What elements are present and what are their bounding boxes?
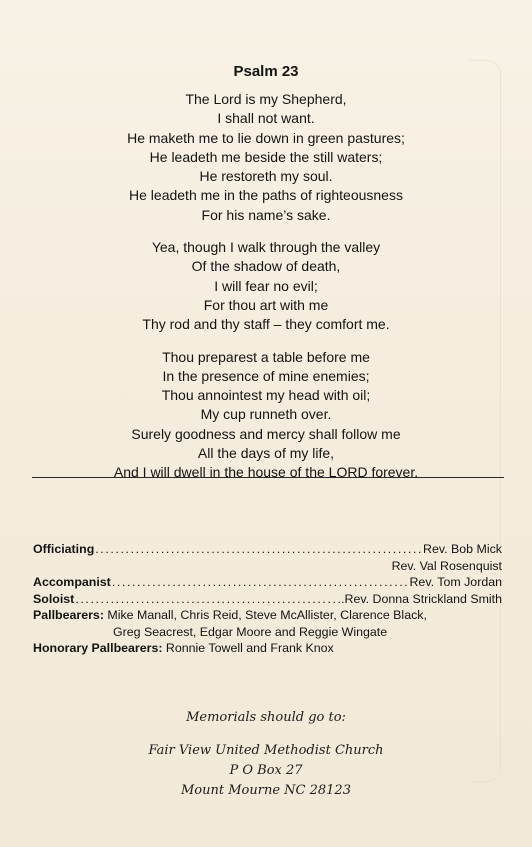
psalm-line: All the days of my life, bbox=[197, 445, 335, 462]
psalm-stanza-2 bbox=[0, 238, 532, 334]
accompanist-label: Accompanist bbox=[33, 575, 111, 589]
honorary-pallbearers-row bbox=[33, 640, 502, 657]
psalm-line: My cup runneth over. bbox=[200, 406, 332, 423]
psalm-line: Of the shadow of death, bbox=[191, 258, 341, 275]
pallbearers-names: Mike Manall, Chris Reid, Steve McAllister, Clarence Black, bbox=[107, 608, 427, 622]
psalm-line: He leadeth me in the paths of righteousness bbox=[129, 187, 403, 204]
psalm-line: I will fear no evil; bbox=[214, 277, 318, 294]
church-name: Fair View United Methodist Church bbox=[148, 743, 384, 758]
pallbearers-row-2 bbox=[33, 624, 502, 641]
psalm-section bbox=[0, 62, 532, 496]
psalm-line: Yea, though I walk through the valley bbox=[151, 239, 381, 256]
psalm-title: Psalm 23 bbox=[233, 63, 299, 80]
honorary-pallbearers-label: Honorary Pallbearers: bbox=[33, 641, 163, 655]
officiating-row-2 bbox=[33, 558, 502, 575]
officiating-name: Rev. Bob Mick bbox=[423, 542, 502, 556]
service-participants bbox=[33, 541, 502, 657]
po-box: P O Box 27 bbox=[229, 763, 303, 778]
section-divider bbox=[32, 477, 504, 478]
psalm-line: Thou preparest a table before me bbox=[162, 348, 370, 365]
psalm-line: He maketh me to lie down in green pastures; bbox=[127, 129, 405, 146]
psalm-line: Thou annointest my head with oil; bbox=[161, 387, 371, 404]
city-line: Mount Mourne NC 28123 bbox=[181, 783, 351, 798]
psalm-line: Thy rod and thy staff – they comfort me. bbox=[142, 316, 390, 333]
psalm-stanza-1 bbox=[0, 90, 532, 225]
soloist-row bbox=[33, 591, 502, 608]
psalm-line: For his name’s sake. bbox=[201, 206, 331, 223]
dot-leader bbox=[95, 541, 422, 558]
psalm-line: He restoreth my soul. bbox=[199, 168, 333, 185]
officiating-name: Rev. Val Rosenquist bbox=[391, 558, 502, 573]
dot-leader bbox=[75, 591, 340, 608]
pallbearers-row bbox=[33, 607, 502, 624]
psalm-line: The Lord is my Shepherd, bbox=[185, 91, 347, 107]
psalm-line: I shall not want. bbox=[217, 110, 315, 127]
officiating-label: Officiating bbox=[33, 542, 95, 556]
psalm-line: And I will dwell in the house of the LORD forever. bbox=[113, 464, 419, 481]
psalm-line: In the presence of mine enemies; bbox=[162, 367, 370, 384]
dot-leader bbox=[112, 574, 409, 591]
honorary-pallbearers-names: Ronnie Towell and Frank Knox bbox=[165, 641, 334, 655]
memorials-heading: Memorials should go to: bbox=[186, 710, 346, 725]
psalm-line: Surely goodness and mercy shall follow me bbox=[131, 425, 401, 442]
pallbearers-label: Pallbearers: bbox=[33, 608, 104, 622]
accompanist-row bbox=[33, 574, 502, 591]
psalm-line: He leadeth me beside the still waters; bbox=[149, 148, 383, 165]
psalm-line: For thou art with me bbox=[203, 296, 329, 313]
soloist-label: Soloist bbox=[33, 591, 75, 606]
psalm-stanza-3 bbox=[0, 348, 532, 483]
accompanist-name: Rev. Tom Jordan bbox=[409, 575, 502, 589]
pallbearers-names: Greg Seacrest, Edgar Moore and Reggie Wingate bbox=[113, 624, 388, 639]
soloist-name: .Rev. Donna Strickland Smith bbox=[341, 591, 502, 606]
officiating-row bbox=[33, 541, 502, 558]
memorials-section bbox=[0, 708, 532, 801]
